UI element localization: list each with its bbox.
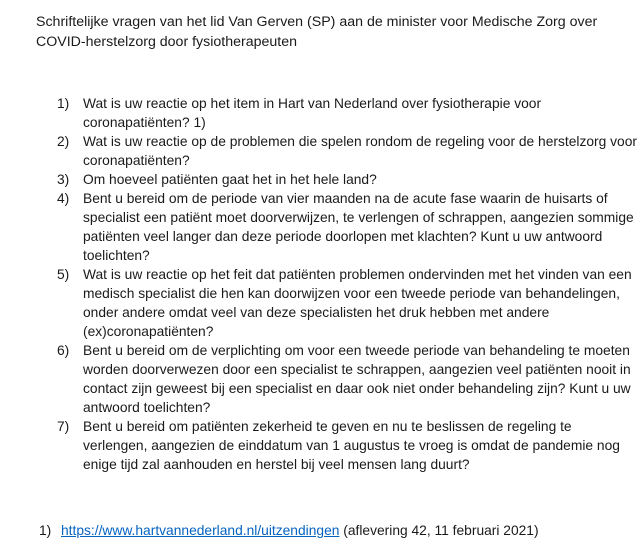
question-item <box>51 170 637 189</box>
question-item <box>51 341 637 417</box>
question-number: 5) <box>57 267 70 282</box>
question-text: Om hoeveel patiënten gaat het in het hele land? <box>83 172 377 187</box>
question-text: Bent u bereid om patiënten zekerheid te geven en nu te beslissen de regeling te verlengen, aangezien de einddatum van 1 augustus te vroeg is omdat de pandemie nog enige tijd zal aanhouden en herstel bij veel mensen lang duurt? <box>83 419 620 472</box>
question-item <box>51 94 637 132</box>
question-item <box>51 132 637 170</box>
question-item <box>51 417 637 474</box>
question-item <box>51 265 637 341</box>
question-text: Bent u bereid om de periode van vier maanden na de acute fase waarin de huisarts of specialist een patiënt moet doorverwijzen, te verlengen of schrappen, aangezien sommige patiënten veel langer dan deze periode doorlopen met klachten? Kunt u uw antwoord toelichten? <box>83 191 634 263</box>
footnote-suffix: (aflevering 42, 11 februari 2021) <box>339 523 539 538</box>
question-text: Wat is uw reactie op het feit dat patiënten problemen ondervinden met het vinden van een medisch specialist die hen kan doorwijzen voor een tweede periode van behandelingen, onder andere omdat veel van deze specialisten het druk hebben met andere (ex)coronapatiënten? <box>83 267 632 339</box>
question-list <box>51 94 637 474</box>
question-number: 3) <box>57 172 70 187</box>
question-number: 6) <box>57 343 70 358</box>
question-text: Bent u bereid om de verplichting om voor een tweede periode van behandeling te moeten worden doorverwezen door een specialist te schrappen, aangezien veel patiënten nooit in contact zijn geweest bij een specialist en daar ook niet onder behandeling zijn? Kunt u uw antwoord toelichten? <box>83 343 631 415</box>
footnote-link[interactable]: https://www.hartvannederland.nl/uitzendingen <box>61 523 340 538</box>
question-number: 7) <box>57 419 70 434</box>
footnote <box>39 521 639 540</box>
document-title: Schriftelijke vragen van het lid Van Gerven (SP) aan de minister voor Medische Zorg over COVID-herstelzorg door fysiotherapeuten <box>36 14 598 50</box>
question-number: 4) <box>57 191 70 206</box>
question-text: Wat is uw reactie op de problemen die spelen rondom de regeling voor de herstelzorg voor coronapatiënten? <box>83 134 637 168</box>
question-number: 2) <box>57 134 70 149</box>
question-item <box>51 189 637 265</box>
question-number: 1) <box>57 96 70 111</box>
footnote-number: 1) <box>39 523 52 538</box>
question-text: Wat is uw reactie op het item in Hart van Nederland over fysiotherapie voor coronapatiënten? 1) <box>83 96 542 130</box>
